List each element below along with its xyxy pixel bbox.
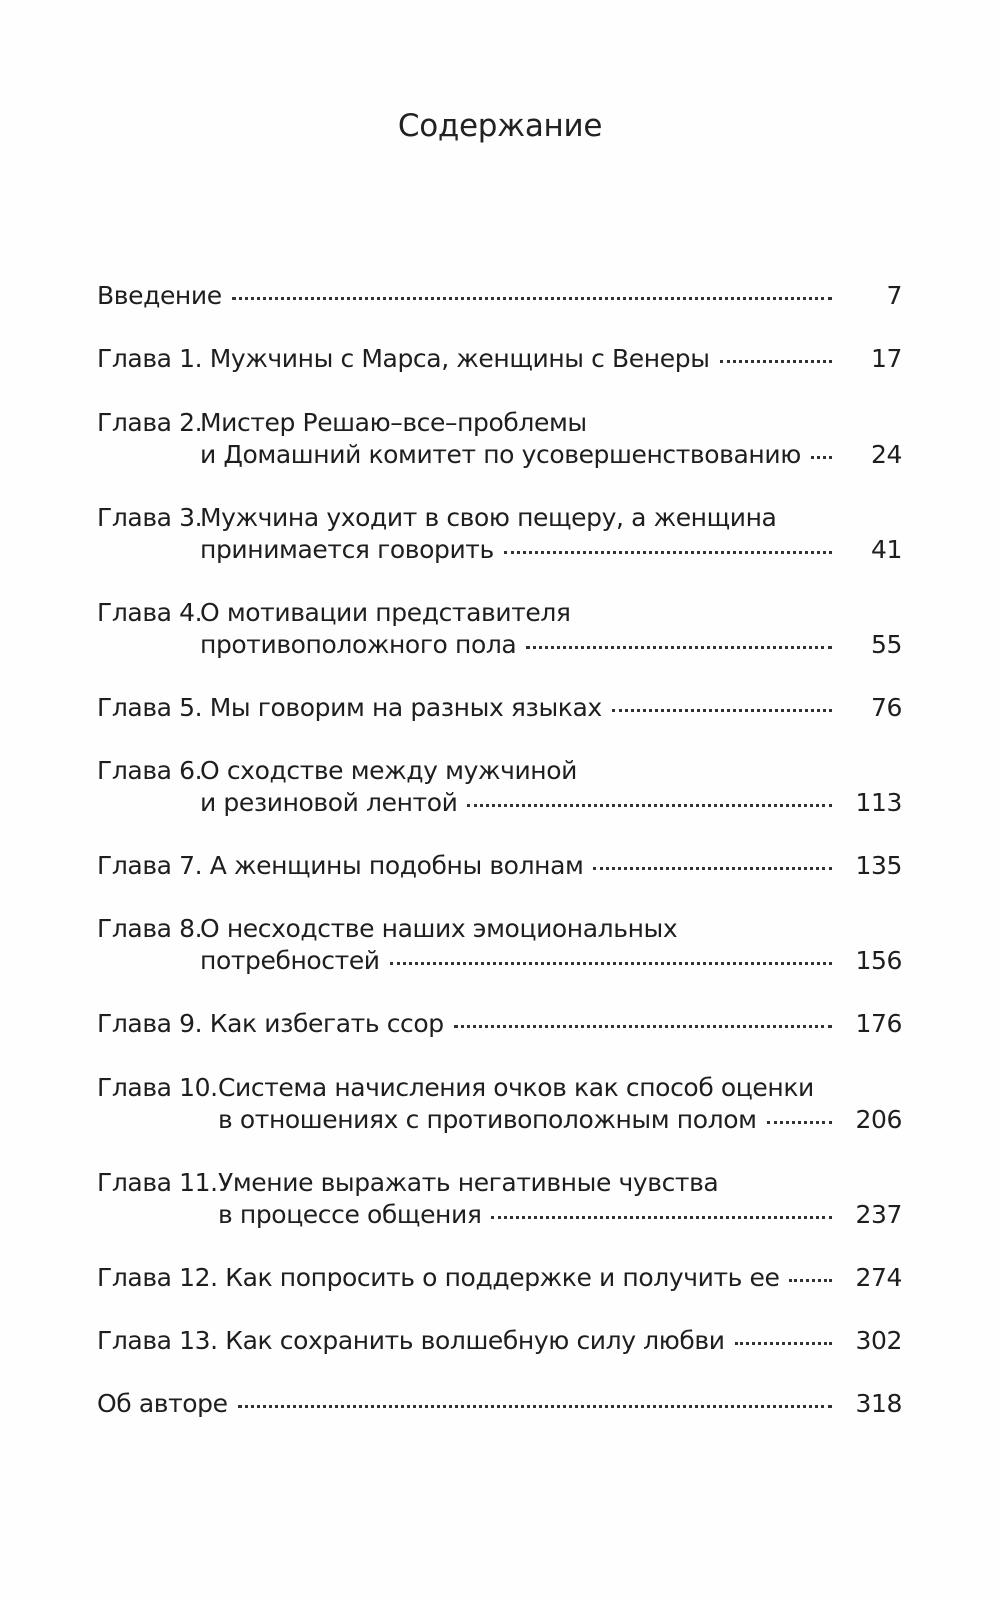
toc-chapter-label: Глава 6. [97, 756, 203, 785]
dot-leader [735, 1342, 832, 1345]
toc-chapter-label: Глава 12. [97, 1263, 218, 1292]
toc-line [97, 1008, 902, 1040]
toc-chapter-label: Глава 13. [97, 1326, 218, 1355]
toc-chapter-title: Система начисления очков как способ оценки [218, 1073, 814, 1102]
toc-line [97, 502, 902, 534]
toc-chapter-title: Как избегать ссор [209, 1009, 444, 1038]
toc-entry-chapter-13 [97, 1325, 902, 1357]
toc-page-number: 176 [855, 1009, 902, 1038]
toc-entry-chapter-3 [97, 502, 902, 566]
toc-chapter-title-cont: и резиновой лентой [200, 788, 458, 817]
toc-line [97, 692, 902, 724]
toc-chapter-label: Глава 7. [97, 851, 203, 880]
toc-line [97, 534, 902, 566]
toc-page-number: 156 [855, 946, 902, 975]
toc-page-number: 41 [870, 535, 902, 564]
toc-chapter-label: Глава 2. [97, 408, 203, 437]
toc-line [97, 945, 902, 977]
toc-chapter-title: А женщины подобны волнам [209, 851, 584, 880]
dot-leader [504, 551, 832, 554]
dot-leader [232, 297, 832, 300]
toc-page-number: 318 [855, 1389, 902, 1418]
toc-chapter-label: Глава 11. [97, 1168, 218, 1197]
toc-entry-introduction [97, 280, 902, 312]
toc-chapter-label: Глава 3. [97, 503, 203, 532]
dot-leader [612, 709, 832, 712]
dot-leader [720, 360, 832, 363]
toc-chapter-title: О сходстве между мужчиной [200, 756, 577, 785]
toc-entry-chapter-7 [97, 850, 902, 882]
toc-line [97, 1199, 902, 1231]
dot-leader [467, 804, 832, 807]
dot-leader [454, 1025, 832, 1028]
toc-entry-chapter-5 [97, 692, 902, 724]
toc-entry-label: Об авторе [97, 1389, 228, 1418]
toc-chapter-title-cont: противоположного пола [200, 630, 517, 659]
toc-entry-label: Введение [97, 281, 222, 310]
toc-page-number: 17 [870, 344, 902, 373]
toc-chapter-title-cont: в процессе общения [218, 1200, 482, 1229]
toc-chapter-title: Мистер Решаю–все–проблемы [200, 408, 587, 437]
toc-chapter-label: Глава 1. [97, 344, 203, 373]
toc-page-number: 274 [855, 1263, 902, 1292]
toc-chapter-title-cont: в отношениях с противоположным полом [218, 1105, 757, 1134]
toc-line [97, 407, 902, 439]
toc-chapter-label: Глава 5. [97, 693, 203, 722]
toc-entry-about-author [97, 1388, 902, 1420]
toc-page-number: 135 [855, 851, 902, 880]
toc-line [97, 597, 902, 629]
page-title: Содержание [397, 108, 603, 144]
dot-leader [238, 1405, 832, 1408]
toc-page-number: 113 [855, 788, 902, 817]
toc-line [97, 1388, 902, 1420]
toc-chapter-title-cont: и Домашний комитет по усовершенствованию [200, 440, 801, 469]
toc-line [97, 913, 902, 945]
toc-line [97, 1072, 902, 1104]
dot-leader [811, 456, 832, 459]
toc-line [97, 280, 902, 312]
dot-leader [593, 867, 832, 870]
toc-line [97, 439, 902, 471]
toc-chapter-label: Глава 4. [97, 598, 203, 627]
toc-page-number: 206 [855, 1105, 902, 1134]
dot-leader [789, 1279, 832, 1282]
toc-entry-chapter-12 [97, 1262, 902, 1294]
toc-entry-chapter-1 [97, 343, 902, 375]
toc-chapter-title: О мотивации представителя [200, 598, 571, 627]
toc-line [97, 343, 902, 375]
toc-chapter-title-cont: потребностей [200, 946, 380, 975]
toc-entry-chapter-11 [97, 1167, 902, 1231]
toc-page-number: 55 [870, 630, 902, 659]
toc-line [97, 629, 902, 661]
toc-chapter-title-cont: принимается говорить [200, 535, 494, 564]
toc-chapter-title: Как сохранить волшебную силу любви [225, 1326, 725, 1355]
dot-leader [491, 1216, 832, 1219]
toc-chapter-title: Как попросить о поддержке и получить ее [225, 1263, 780, 1292]
toc-line [97, 1325, 902, 1357]
toc-entry-chapter-6 [97, 755, 902, 819]
toc-page-number: 76 [870, 693, 902, 722]
toc-line [97, 1262, 902, 1294]
toc-chapter-title: Мужчины с Марса, женщины с Венеры [209, 344, 710, 373]
toc-chapter-label: Глава 8. [97, 914, 203, 943]
dot-leader [390, 962, 832, 965]
dot-leader [767, 1121, 832, 1124]
toc-entry-chapter-10 [97, 1072, 902, 1136]
toc-chapter-title: Мы говорим на разных языках [209, 693, 602, 722]
toc-page-number: 237 [855, 1200, 902, 1229]
toc-chapter-label: Глава 9. [97, 1009, 203, 1038]
toc-line [97, 1167, 902, 1199]
toc-page-number: 7 [886, 281, 902, 310]
toc-chapter-title: О несходстве наших эмоциональных [200, 914, 678, 943]
toc-line [97, 1104, 902, 1136]
toc-entry-chapter-9 [97, 1008, 902, 1040]
toc-entry-chapter-4 [97, 597, 902, 661]
toc-chapter-title: Мужчина уходит в свою пещеру, а женщина [200, 503, 777, 532]
toc-chapter-title: Умение выражать негативные чувства [218, 1168, 719, 1197]
toc-entry-chapter-2 [97, 407, 902, 471]
toc-page-number: 302 [855, 1326, 902, 1355]
toc-line [97, 787, 902, 819]
toc-page-number: 24 [870, 440, 902, 469]
toc-line [97, 850, 902, 882]
toc-chapter-label: Глава 10. [97, 1073, 218, 1102]
toc-entry-chapter-8 [97, 913, 902, 977]
dot-leader [526, 646, 832, 649]
toc-line [97, 755, 902, 787]
